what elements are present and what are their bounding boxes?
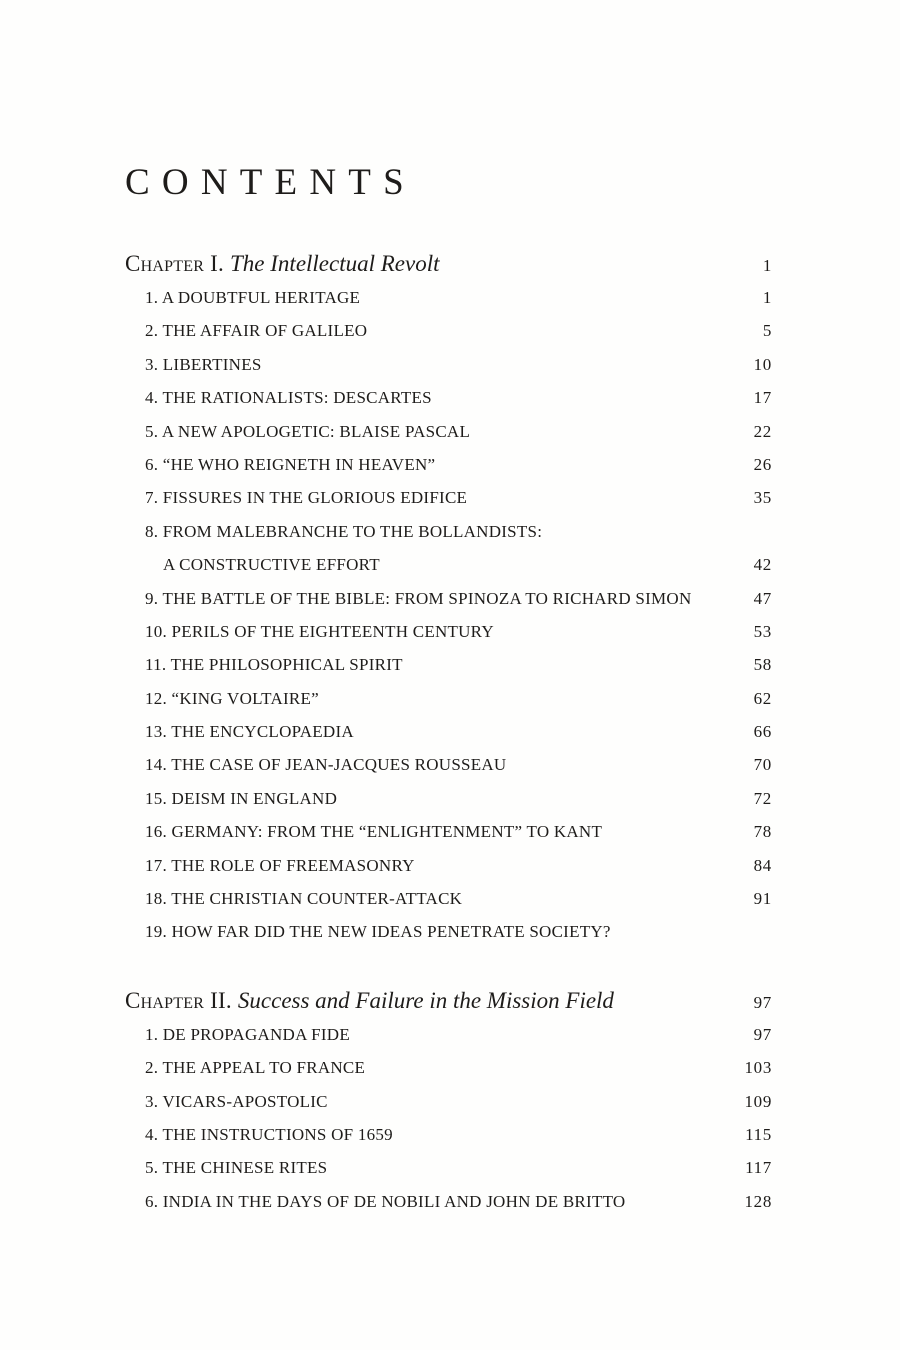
chapter-page-number: 97 (753, 992, 772, 1012)
entry-title: HOW FAR DID THE NEW IDEAS PENETRATE SOCIETY? (171, 922, 611, 942)
entry-number: 19. (145, 922, 172, 942)
entry-number: 9. (145, 588, 163, 608)
toc-entry-row (125, 522, 772, 555)
entry-page-number: 115 (745, 1124, 772, 1144)
toc-entry-row (125, 1192, 772, 1225)
entry-page-number: 70 (753, 755, 772, 775)
entry-number: 4. (145, 388, 163, 408)
chapter-title: Success and Failure in the Mission Field (237, 987, 614, 1013)
entry-text (145, 755, 506, 775)
entry-title: A NEW APOLOGETIC: BLAISE PASCAL (161, 421, 471, 441)
entry-text (145, 1058, 365, 1078)
chapter-heading-row (125, 988, 772, 1024)
toc-entry-row (125, 1058, 772, 1091)
entry-number: 2. (145, 1058, 163, 1078)
entry-number: 1. (145, 1024, 163, 1044)
toc-entry-row (125, 655, 772, 688)
entry-title: INDIA IN THE DAYS OF DE NOBILI AND JOHN DE BRITTO (162, 1191, 626, 1211)
toc-entry-row (125, 355, 772, 388)
entry-text (145, 1158, 327, 1178)
entry-number: 5. (145, 1158, 163, 1178)
entry-page-number: 91 (753, 889, 772, 909)
entry-text (145, 488, 467, 508)
toc-entry-row (125, 722, 772, 755)
chapter-heading-text (125, 251, 440, 277)
entry-number: 5. (145, 421, 162, 441)
entry-number: 2. (145, 321, 163, 341)
entry-text (145, 1092, 328, 1112)
entry-text (145, 622, 494, 642)
entry-text (145, 922, 611, 942)
entry-page-number: 26 (753, 454, 772, 474)
entry-title: A DOUBTFUL HERITAGE (161, 288, 361, 307)
entry-continuation-text: A CONSTRUCTIVE EFFORT (163, 555, 380, 575)
entry-title: THE INSTRUCTIONS OF 1659 (162, 1124, 393, 1144)
entry-title: DEISM IN ENGLAND (171, 788, 338, 808)
entry-title: THE ROLE OF FREEMASONRY (171, 855, 415, 875)
entry-number: 1. (145, 288, 162, 307)
entry-page-number: 35 (753, 488, 772, 508)
entry-number: 18. (145, 889, 172, 909)
entry-number: 3. (145, 354, 163, 374)
entry-text (145, 455, 435, 475)
toc-entry-row (125, 1158, 772, 1191)
toc-entry-continuation-row (125, 555, 772, 588)
toc-entry-row (125, 488, 772, 521)
entry-title: “HE WHO REIGNETH IN HEAVEN” (162, 454, 436, 474)
entry-text (145, 288, 360, 308)
entry-page-number: 17 (753, 388, 772, 408)
toc-entry-row (125, 422, 772, 455)
entry-text (145, 355, 262, 375)
toc-entry-row (125, 321, 772, 354)
entry-text (145, 856, 415, 876)
toc-entry-row (125, 856, 772, 889)
chapter-section (125, 988, 772, 1225)
entry-number: 14. (145, 755, 172, 775)
chapter-label: Chapter I. (125, 251, 231, 276)
entry-title: FROM MALEBRANCHE TO THE BOLLANDISTS: (162, 521, 543, 541)
entry-page-number: 78 (753, 822, 772, 842)
entry-page-number: 22 (753, 421, 772, 441)
entry-page-number: 103 (744, 1058, 772, 1078)
entry-title: THE CHINESE RITES (162, 1158, 328, 1178)
entry-text (145, 321, 367, 341)
entry-number: 15. (145, 788, 172, 808)
entry-text (145, 1025, 350, 1045)
toc-entry-row (125, 789, 772, 822)
entry-title: GERMANY: FROM THE “ENLIGHTENMENT” TO KANT (171, 822, 603, 842)
entry-text (145, 1125, 393, 1145)
toc-entry-row (125, 388, 772, 421)
entry-number: 8. (145, 521, 163, 541)
entry-page-number: 53 (753, 621, 772, 641)
toc-entry-row (125, 622, 772, 655)
entry-title: THE ENCYCLOPAEDIA (171, 722, 354, 742)
entry-title: THE AFFAIR OF GALILEO (162, 321, 368, 341)
entry-text (145, 522, 542, 542)
entry-number: 10. (145, 621, 172, 641)
toc-entry-row (125, 455, 772, 488)
entry-page-number: 117 (745, 1158, 772, 1178)
entry-number: 12. (145, 688, 172, 708)
entry-page-number: 10 (753, 354, 772, 374)
toc-entry-row (125, 589, 772, 622)
entry-text (145, 789, 337, 809)
entry-text (145, 822, 602, 842)
entry-title: VICARS-APOSTOLIC (162, 1091, 328, 1111)
chapter-title: The Intellectual Revolt (230, 251, 440, 276)
entry-title: THE RATIONALISTS: DESCARTES (162, 388, 432, 408)
entry-number: 16. (145, 822, 172, 842)
entry-page-number: 1 (762, 288, 772, 307)
entry-title: THE PHILOSOPHICAL SPIRIT (170, 655, 403, 675)
entry-text (145, 388, 432, 408)
chapter-heading-text (125, 988, 614, 1014)
entry-title: “KING VOLTAIRE” (171, 688, 319, 708)
entry-page-number: 47 (753, 588, 772, 608)
entry-text (145, 589, 691, 609)
entry-text (145, 655, 403, 675)
entry-title: LIBERTINES (162, 354, 262, 374)
entry-page-number: 97 (753, 1024, 772, 1044)
entry-number: 3. (145, 1091, 163, 1111)
entry-page-number: 84 (753, 855, 772, 875)
toc-entry-row (125, 1025, 772, 1058)
entry-page-number: 72 (753, 788, 772, 808)
chapter-page-number: 1 (762, 256, 772, 275)
chapter-heading-row (125, 251, 772, 287)
entry-number: 11. (145, 655, 171, 675)
entry-title: FISSURES IN THE GLORIOUS EDIFICE (162, 488, 468, 508)
toc-entry-row (125, 689, 772, 722)
entry-text (145, 1192, 625, 1212)
entry-number: 17. (145, 855, 172, 875)
entry-number: 4. (145, 1124, 163, 1144)
toc-entry-row (125, 1125, 772, 1158)
entry-title: PERILS OF THE EIGHTEENTH CENTURY (171, 621, 494, 641)
toc-entry-row (125, 1092, 772, 1125)
entry-title: DE PROPAGANDA FIDE (162, 1024, 350, 1044)
toc-entry-row (125, 288, 772, 321)
entry-page-number: 109 (744, 1091, 772, 1111)
toc-entry-row (125, 922, 772, 955)
toc-entry-row (125, 822, 772, 855)
entry-text (145, 422, 470, 442)
page-title: CONTENTS (125, 162, 416, 203)
entry-page-number: 66 (753, 722, 772, 742)
entry-text (145, 722, 354, 742)
entry-title: THE APPEAL TO FRANCE (162, 1058, 366, 1078)
entry-text (145, 689, 319, 709)
entry-page-number: 5 (762, 321, 772, 341)
entry-page-number: 58 (753, 655, 772, 675)
entry-number: 6. (145, 454, 163, 474)
entry-title: THE BATTLE OF THE BIBLE: FROM SPINOZA TO RICHARD SIMON (162, 588, 692, 608)
entry-page-number: 62 (753, 688, 772, 708)
entry-number: 7. (145, 488, 163, 508)
table-of-contents (125, 251, 772, 1225)
entry-number: 13. (145, 722, 172, 742)
entry-page-number: 42 (753, 555, 772, 575)
entry-text (145, 889, 462, 909)
entry-title: THE CASE OF JEAN-JACQUES ROUSSEAU (171, 755, 507, 775)
entry-title: THE CHRISTIAN COUNTER-ATTACK (171, 889, 463, 909)
toc-entry-row (125, 889, 772, 922)
entry-number: 6. (145, 1191, 163, 1211)
chapter-section (125, 251, 772, 956)
entry-page-number: 128 (744, 1191, 772, 1211)
chapter-label: Chapter II. (125, 987, 238, 1013)
toc-entry-row (125, 755, 772, 788)
